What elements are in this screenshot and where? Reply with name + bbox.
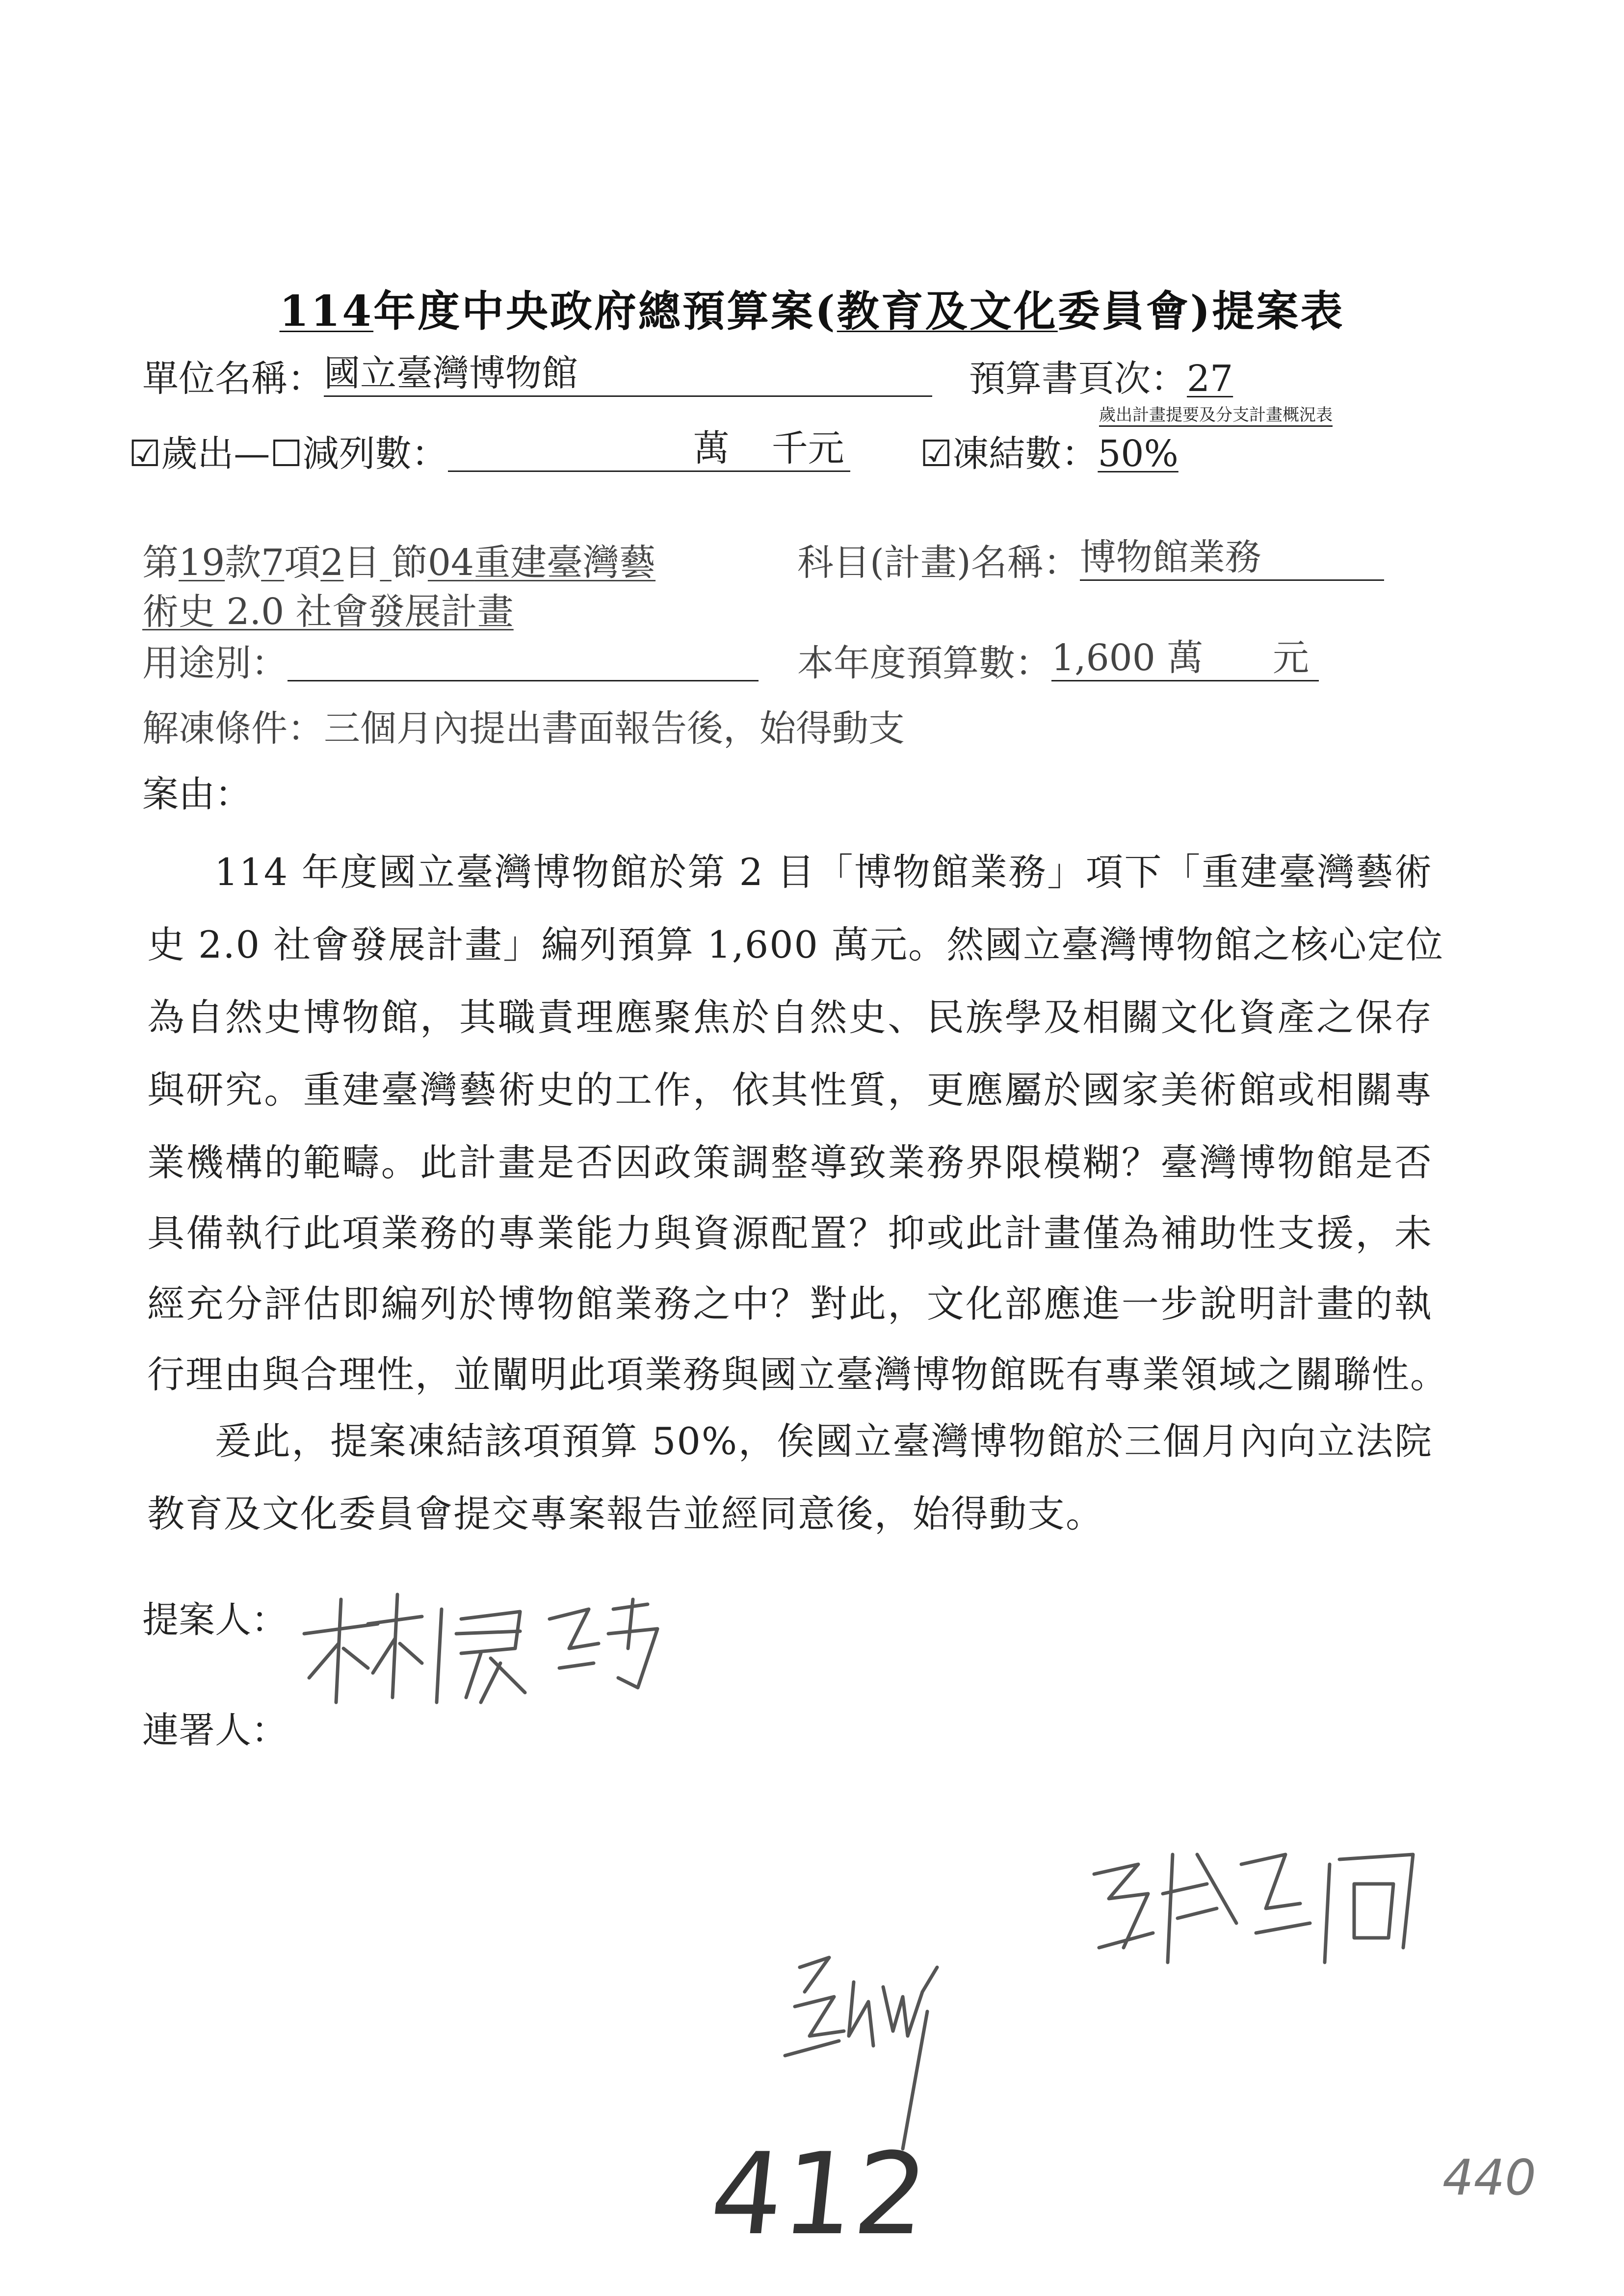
- handwritten-number-440: 440: [1442, 2149, 1536, 2206]
- reduce-label: 減列數：: [302, 433, 448, 475]
- subject-label: 科目(計畫)名稱：: [797, 542, 1080, 584]
- plan-name-line1: 重建臺灣藝: [474, 542, 656, 584]
- freeze-value: 50%: [1098, 433, 1179, 475]
- page-value: 27: [1187, 358, 1233, 400]
- unfreeze-label: 解凍條件：: [142, 707, 324, 750]
- subject-value: 博物館業務: [1079, 536, 1261, 578]
- jie-label: 節: [391, 542, 428, 584]
- unit-field: [324, 352, 932, 397]
- kuan-label: 款: [225, 542, 262, 584]
- qian-yuan-label: 千元: [771, 427, 844, 470]
- xiang-label: 項: [284, 542, 321, 584]
- handwritten-number-412: 412: [704, 2129, 934, 2260]
- usage-row: [142, 642, 759, 684]
- budget-item-row: [142, 542, 656, 584]
- plan-name-line2: 術史 2.0 社會發展計畫: [142, 591, 514, 633]
- paragraph-line: 爰此，提案凍結該項預算 50%，俟國立臺灣博物館於三個月內向立法院: [214, 1419, 1433, 1463]
- current-budget-label: 本年度預算數：: [797, 642, 1051, 684]
- cosigner-signature-1: [1079, 1835, 1452, 1992]
- paragraph-line: 史 2.0 社會發展計畫」編列預算 1,600 萬元。然國立臺灣博物館之核心定位: [147, 923, 1444, 966]
- reduce-amount-field[interactable]: [448, 427, 850, 472]
- unit-value: 國立臺灣博物館: [324, 352, 578, 394]
- unit-row: [142, 352, 932, 400]
- paragraph-line: 教育及文化委員會提交專案報告並經同意後，始得動支。: [147, 1492, 1104, 1536]
- jie-value: 04: [427, 542, 474, 584]
- current-budget-unit: 元: [1273, 637, 1309, 679]
- page-note: 歲出計畫提要及分支計畫概況表: [1099, 405, 1333, 425]
- expense-label: 歲出—: [161, 433, 270, 475]
- reason-label: 案由：: [142, 773, 251, 815]
- freeze-label: 凍結數：: [952, 433, 1098, 475]
- paragraph-line: 經充分評估即編列於博物館業務之中？對此，文化部應進一步說明計畫的執: [147, 1282, 1433, 1326]
- mu-value: 2: [320, 542, 344, 584]
- paragraph-line: 為自然史博物館，其職責理應聚焦於自然史、民族學及相關文化資產之保存: [147, 995, 1433, 1039]
- expense-checkbox[interactable]: ☑: [129, 433, 161, 475]
- mu-label: 目: [343, 542, 380, 584]
- wan-label: 萬: [693, 427, 730, 470]
- usage-label: 用途別：: [142, 642, 288, 684]
- freeze-checkbox[interactable]: ☑: [920, 433, 953, 475]
- unfreeze-row: [142, 707, 905, 750]
- cosigner-signature-2: [775, 1938, 1001, 2154]
- subject-row: [797, 536, 1384, 584]
- page-title: [0, 277, 1624, 338]
- paragraph-line: 具備執行此項業務的專業能力與資源配置？抑或此計畫僅為補助性支援，未: [147, 1211, 1433, 1255]
- title-year: 114: [279, 287, 374, 336]
- paragraph-line: 114 年度國立臺灣博物館於第 2 目「博物館業務」項下「重建臺灣藝術: [214, 850, 1433, 894]
- current-budget-row: [797, 637, 1319, 684]
- cosigner-label: 連署人：: [142, 1709, 288, 1751]
- current-budget-value: 1,600 萬: [1051, 637, 1204, 679]
- page-row: [969, 358, 1233, 400]
- current-budget-field: [1051, 637, 1319, 681]
- paragraph-line: 與研究。重建臺灣藝術史的工作，依其性質，更應屬於國家美術館或相關專: [147, 1068, 1433, 1112]
- reduce-checkbox[interactable]: ☐: [270, 433, 303, 475]
- unit-label: 單位名稱：: [142, 358, 324, 400]
- di-label: 第: [142, 542, 179, 584]
- paragraph-line: 業機構的範疇。此計畫是否因政策調整導致業務界限模糊？臺灣博物館是否: [147, 1141, 1433, 1184]
- page-label: 預算書頁次：: [969, 358, 1187, 400]
- xiang-value: 7: [261, 542, 285, 584]
- subject-field: [1079, 536, 1384, 581]
- unfreeze-value: 三個月內提出書面報告後，始得動支: [324, 707, 905, 750]
- title-post: 委員會)提案表: [1057, 287, 1345, 336]
- action-row: [129, 427, 850, 475]
- freeze-row: [920, 433, 1179, 475]
- proposer-signature: [294, 1590, 667, 1717]
- title-committee: 教育及文化: [837, 287, 1058, 336]
- paragraph-line: 行理由與合理性，並闡明此項業務與國立臺灣博物館既有專業領域之關聯性。: [147, 1353, 1448, 1396]
- title-pre: 年度中央政府總預算案(: [373, 287, 837, 336]
- usage-field[interactable]: [288, 646, 759, 681]
- kuan-value: 19: [179, 542, 225, 584]
- proposer-label: 提案人：: [142, 1599, 288, 1641]
